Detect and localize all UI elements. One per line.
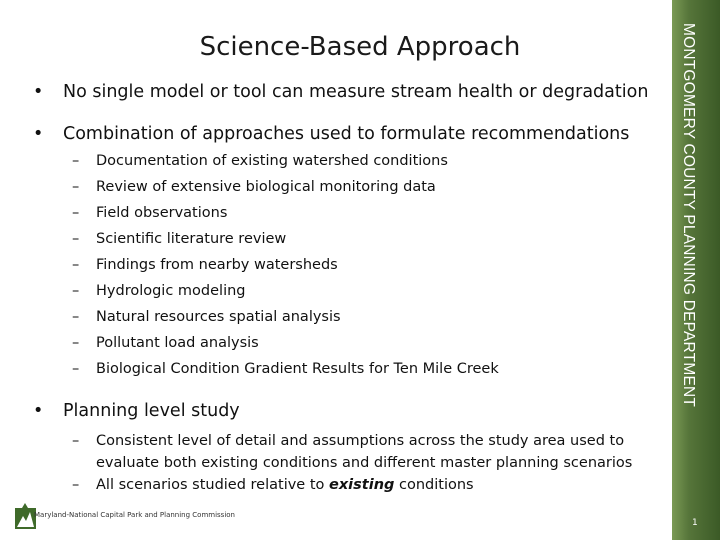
list-item-text: Consistent level of detail and assumptions across the study area used to evaluate both existing conditions and different master planning scenarios [96,433,633,471]
list-item-text: Hydrologic modeling [96,283,246,299]
bullet-text: Combination of approaches used to formulate recommendations [63,124,630,144]
bullet-marker: • [33,124,44,144]
list-item [72,361,499,377]
list-item-text: Pollutant load analysis [96,335,259,351]
list-item-consistent-detail [72,430,662,474]
dash-marker: – [72,283,80,299]
page-number: 1 [692,518,698,528]
bullet-marker: • [33,401,44,421]
bullet-text: Planning level study [63,401,240,421]
list-item-text-end: conditions [399,477,474,493]
list-item-text: Scientific literature review [96,231,287,247]
list-item-text: Review of extensive biological monitoring data [96,179,436,195]
dash-marker: – [72,179,80,195]
list-item [72,179,436,195]
list-item-text: Field observations [96,205,228,221]
list-item [72,309,341,325]
list-item-text: Documentation of existing watershed conditions [96,153,448,169]
list-item [72,257,338,273]
list-item-text: Biological Condition Gradient Results for Ten Mile Creek [96,361,499,377]
sidebar-department-label: MONTGOMERY COUNTY PLANNING DEPARTMENT [680,23,697,408]
list-item [72,283,246,299]
bullet-planning-level [33,401,240,421]
dash-marker: – [72,153,80,169]
list-item [72,205,227,221]
dash-marker: – [72,309,80,325]
list-item-text: Findings from nearby watersheds [96,257,338,273]
emphasis-existing: existing [329,477,395,493]
list-item-text: All scenarios studied relative to [96,477,325,493]
dash-marker: – [72,231,80,247]
list-item [72,335,259,351]
list-item [72,231,286,247]
slide-title: Science-Based Approach [199,32,521,62]
dash-marker: – [72,205,80,221]
footer-org-name: Maryland-National Capital Park and Planning Commission [34,511,235,519]
dash-marker: – [72,335,80,351]
list-item-all-scenarios [72,477,474,493]
bullet-single-model [33,82,648,102]
dash-marker: – [72,477,80,493]
bullet-marker: • [33,82,44,102]
dash-marker: – [72,433,80,449]
bullet-text: No single model or tool can measure stream health or degradation [63,82,649,102]
dash-marker: – [72,257,80,273]
dash-marker: – [72,361,80,377]
list-item-text: Natural resources spatial analysis [96,309,341,325]
bullet-combination [33,124,629,144]
list-item [72,153,448,169]
